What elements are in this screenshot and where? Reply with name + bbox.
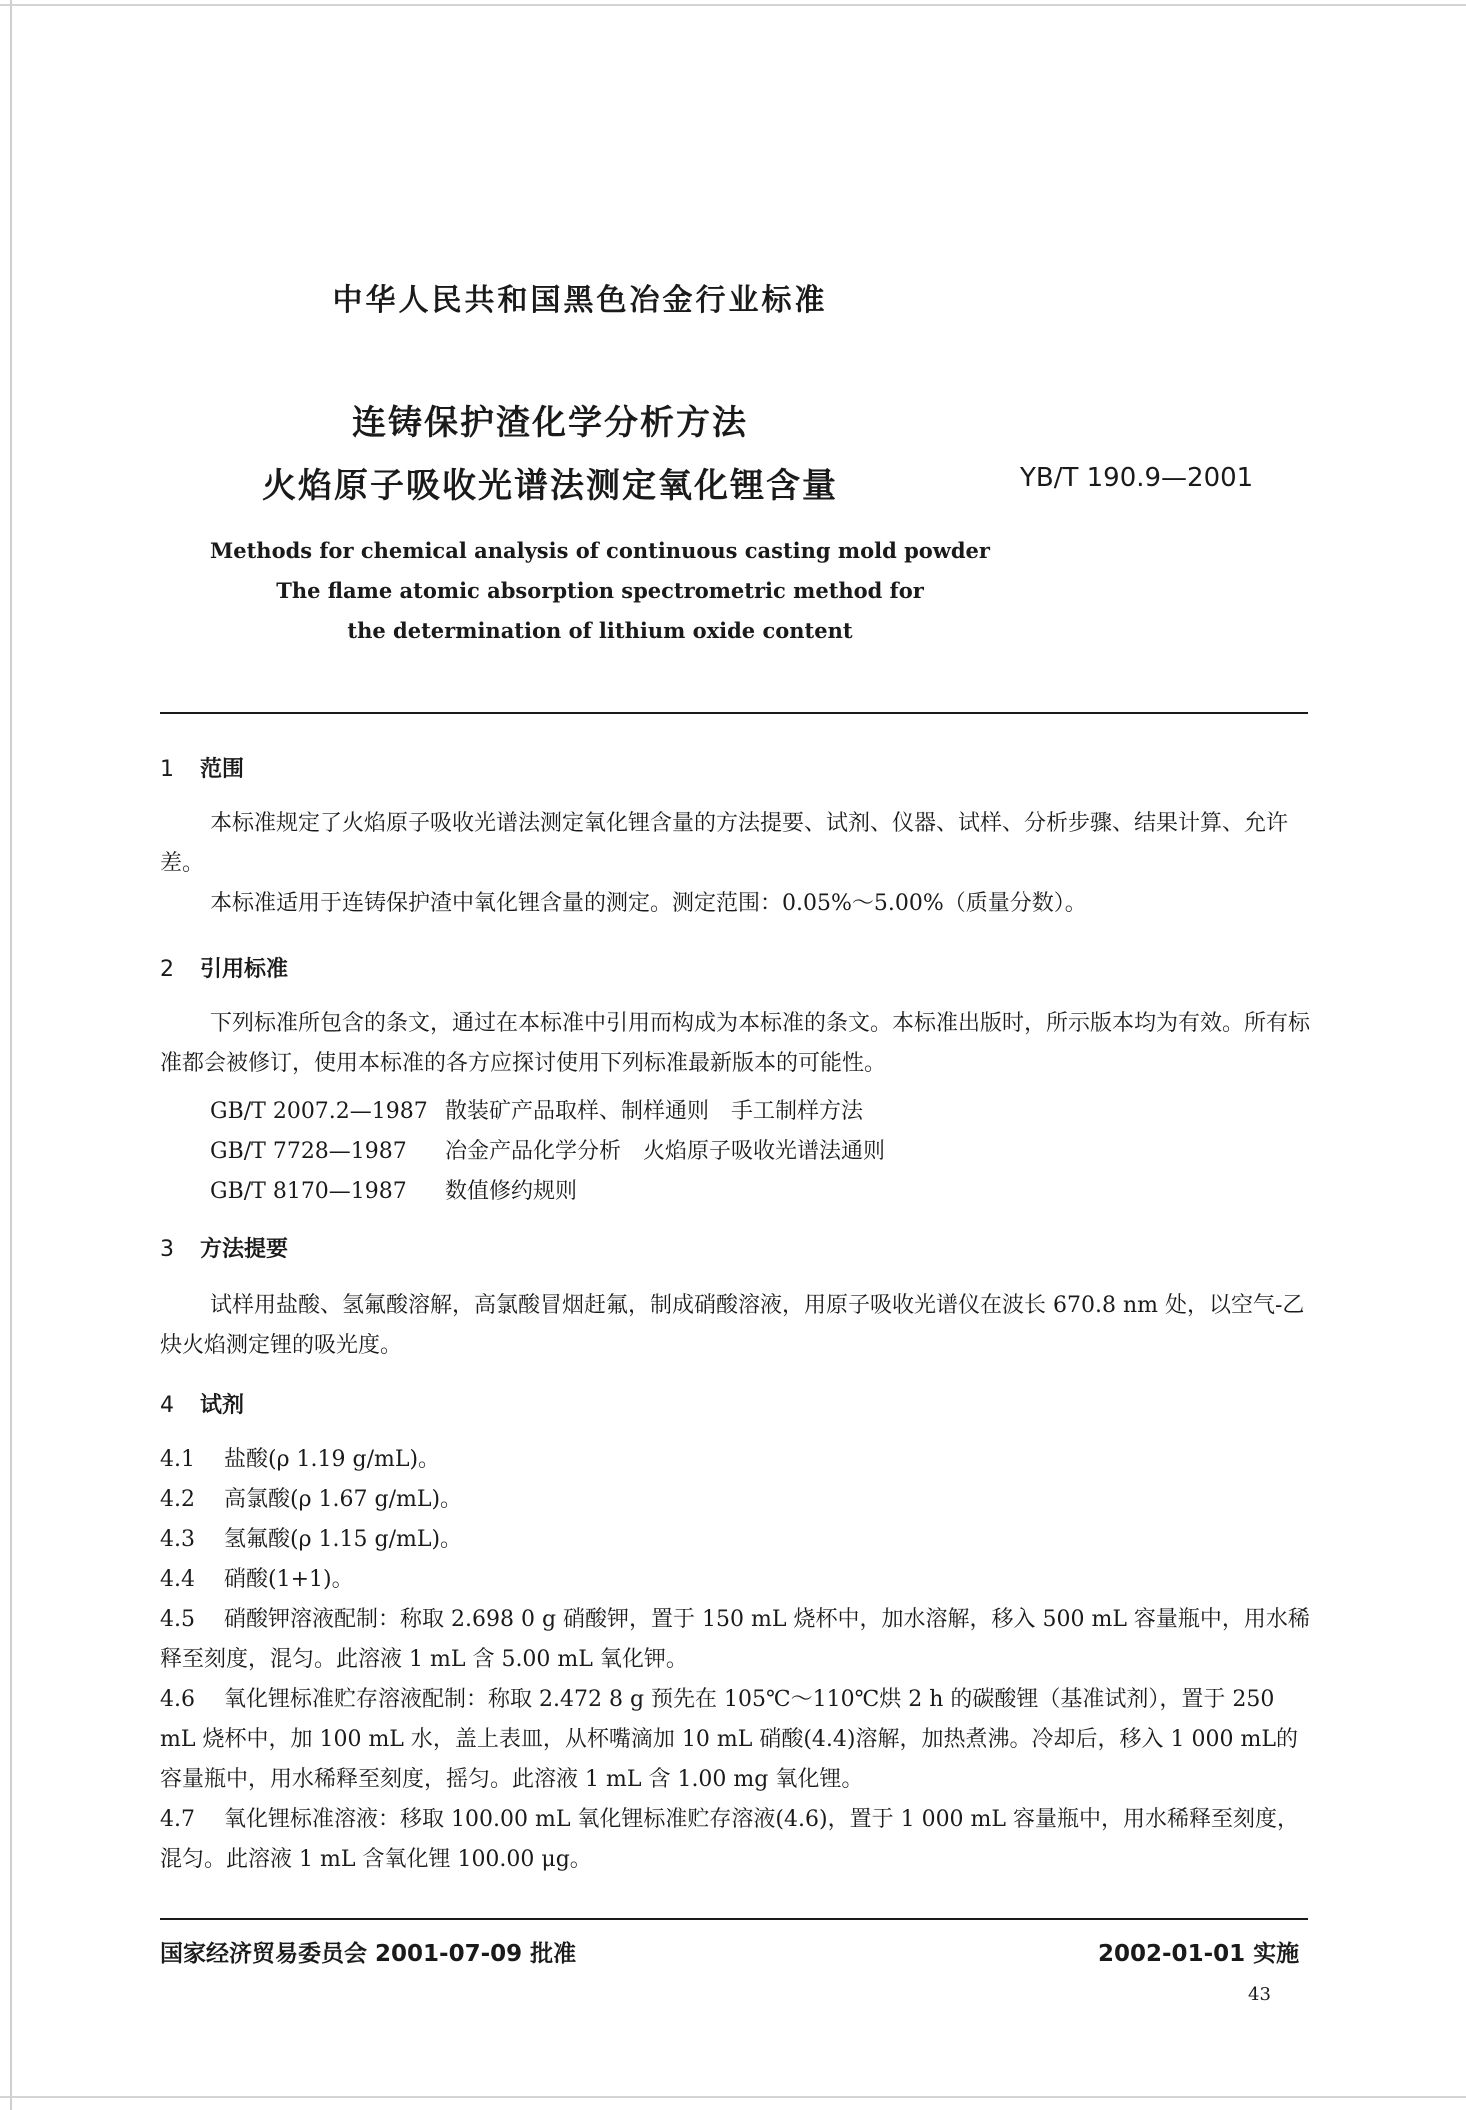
reagent-item-4-7 [160,1800,1310,1880]
item-text: 硝酸(1+1)。 [224,1567,354,1592]
section-3-para-1: 试样用盐酸、氢氟酸溶解，高氯酸冒烟赶氟，制成硝酸溶液，用原子吸收光谱仪在波长 670.8 nm 处，以空气-乙炔火焰测定锂的吸光度。 [160,1293,1305,1358]
item-text: 氧化锂标准溶液：移取 100.00 mL 氧化锂标准贮存溶液(4.6)，置于 1 000 mL 容量瓶中，用水稀释至刻度，混匀。此溶液 1 mL 含氧化锂 100.00 μg。 [160,1807,1300,1872]
section-number: 4 [160,1393,174,1418]
page-number: 43 [1248,1984,1271,2005]
approval-line: 国家经济贸易委员会 2001-07-09 批准 [160,1941,577,1967]
reference-title: 数值修约规则 [445,1179,578,1204]
section-1-para-1: 本标准规定了火焰原子吸收光谱法测定氧化锂含量的方法提要、试剂、仪器、试样、分析步骤、结果计算、允许差。 [160,811,1289,876]
reference-item [210,1134,885,1165]
reference-code: GB/T 8170—1987 [210,1179,407,1204]
reagent-item-4-5 [160,1600,1310,1680]
footer-divider [160,1918,1308,1920]
section-4-heading [160,1388,244,1419]
item-number: 4.6 [160,1687,195,1712]
reference-item [210,1094,863,1125]
reagent-item-4-2 [160,1480,1310,1520]
item-text: 氧化锂标准贮存溶液配制：称取 2.472 8 g 预先在 105℃～110℃烘 2 h 的碳酸锂（基准试剂），置于 250 mL 烧杯中，加 100 mL 水，盖上表皿，从杯嘴滴加 10 mL 硝酸(4.4)溶解，加热煮沸。冷却后，移入 1 000 mL的容量瓶中，用水稀释至刻度，摇匀。此溶液 1 mL 含 1.00 mg 氧化锂。 [160,1687,1298,1792]
title-line-2: 火焰原子吸收光谱法测定氧化锂含量 [262,466,838,506]
section-title: 方法提要 [200,1237,289,1262]
item-number: 4.5 [160,1607,195,1632]
section-1-heading [160,752,244,783]
item-number: 4.7 [160,1807,195,1832]
section-number: 3 [160,1237,174,1262]
section-1-para-2: 本标准适用于连铸保护渣中氧化锂含量的测定。测定范围：0.05%～5.00%（质量分数）。 [210,891,1087,916]
section-2-para-1: 下列标准所包含的条文，通过在本标准中引用而构成为本标准的条文。本标准出版时，所示版本均为有效。所有标准都会被修订，使用本标准的各方应探讨使用下列标准最新版本的可能性。 [160,1011,1311,1076]
section-2-heading [160,952,288,983]
item-text: 氢氟酸(ρ 1.15 g/mL)。 [224,1527,463,1552]
reference-item [210,1174,577,1205]
reagent-item-4-6 [160,1680,1310,1800]
item-number: 4.3 [160,1527,195,1552]
reference-title: 冶金产品化学分析 火焰原子吸收光谱法通则 [445,1139,886,1164]
english-title-line-3: the determination of lithium oxide content [347,618,853,643]
english-title-line-2: The flame atomic absorption spectrometric method for [276,578,924,603]
section-3-heading [160,1232,288,1263]
scan-edge-bottom [0,2096,1466,2098]
scan-edge-top [0,4,1466,6]
section-title: 范围 [200,757,245,782]
implementation-line: 2002-01-01 实施 [1098,1941,1300,1967]
english-title-line-1: Methods for chemical analysis of continuous casting mold powder [210,538,990,563]
header-divider [160,712,1308,714]
item-text: 盐酸(ρ 1.19 g/mL)。 [224,1447,441,1472]
reagent-item-4-3 [160,1520,1310,1560]
item-text: 高氯酸(ρ 1.67 g/mL)。 [224,1487,463,1512]
item-number: 4.4 [160,1567,195,1592]
section-title: 引用标准 [200,957,289,982]
reagent-item-4-4 [160,1560,1310,1600]
section-number: 2 [160,957,174,982]
section-number: 1 [160,757,174,782]
reference-title: 散装矿产品取样、制样通则 手工制样方法 [445,1099,864,1124]
reagent-item-4-1 [160,1440,1310,1480]
standard-number: YB/T 190.9—2001 [1020,463,1254,493]
item-text: 硝酸钾溶液配制：称取 2.698 0 g 硝酸钾，置于 150 mL 烧杯中，加水溶解，移入 500 mL 容量瓶中，用水稀释至刻度，混匀。此溶液 1 mL 含 5.00 mL 氧化钾。 [160,1607,1310,1672]
section-title: 试剂 [200,1393,245,1418]
item-number: 4.1 [160,1447,195,1472]
item-number: 4.2 [160,1487,195,1512]
title-line-1: 连铸保护渣化学分析方法 [352,403,748,443]
reference-code: GB/T 7728—1987 [210,1139,407,1164]
organization-heading: 中华人民共和国黑色冶金行业标准 [332,283,828,318]
reference-code: GB/T 2007.2—1987 [210,1099,428,1124]
